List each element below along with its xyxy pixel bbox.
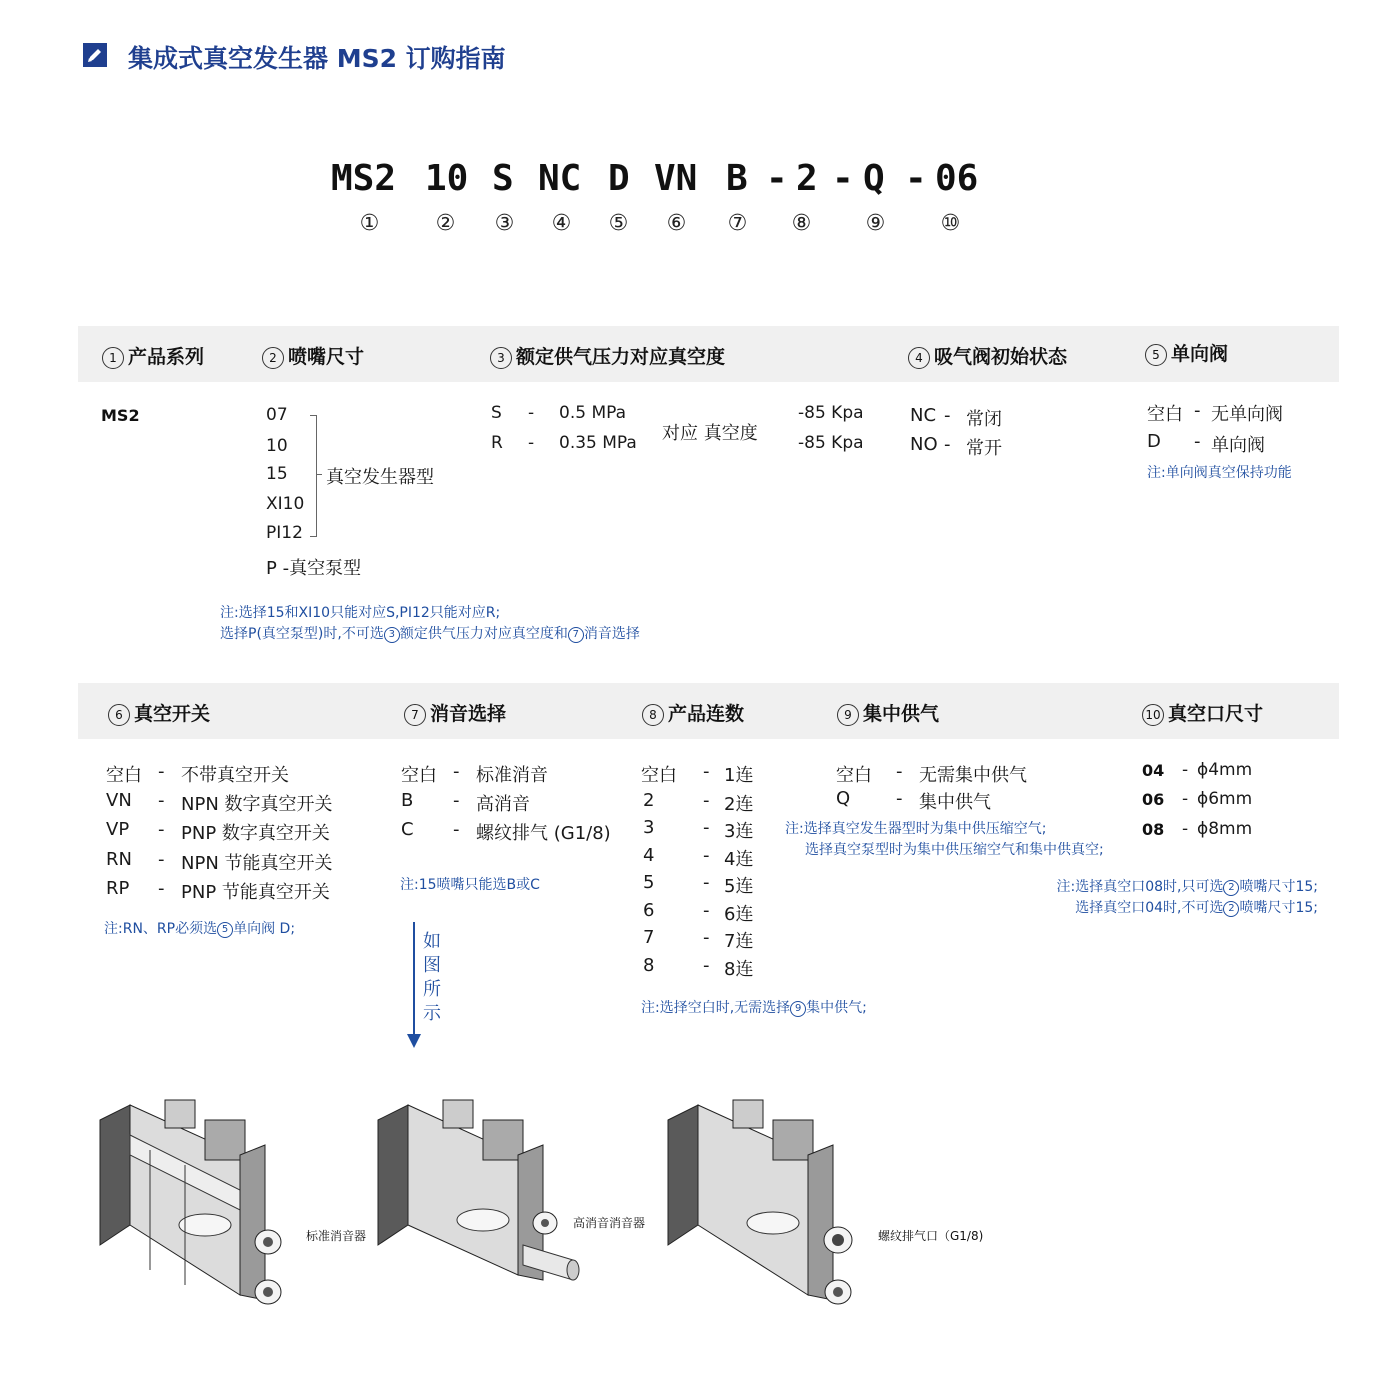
switch-code: RP xyxy=(106,878,130,899)
count-note: 注:选择空白时,无需选择 9 集中供气; xyxy=(641,1000,867,1016)
code-number: ② xyxy=(435,211,456,236)
code-number: ⑥ xyxy=(666,211,687,236)
valve-state-label: 常闭 xyxy=(966,409,1002,430)
section1-note-2: 选择P(真空泵型)时,不可选 3 额定供气压力对应真空度和 7 消音选择 xyxy=(220,626,640,642)
silencer-code: B xyxy=(401,790,414,811)
count-dash: - xyxy=(703,817,710,838)
count-label: 4连 xyxy=(724,849,754,870)
code-segment-switch: VN xyxy=(654,158,698,199)
count-dash: - xyxy=(703,790,710,811)
switch-dash: - xyxy=(158,849,165,870)
central-code: Q xyxy=(836,788,851,809)
code-number: ⑦ xyxy=(727,211,748,236)
code-number: ① xyxy=(359,211,380,236)
valve-state-code: NC xyxy=(910,405,937,426)
count-dash: - xyxy=(703,845,710,866)
silencer-label: 高消音 xyxy=(476,794,530,815)
silencer-dash: - xyxy=(453,761,460,782)
port-dash: - xyxy=(1182,819,1189,839)
switch-note: 注:RN、RP必须选 5 单向阀 D; xyxy=(104,921,296,937)
code-segment-check: D xyxy=(608,158,630,199)
port-dash: - xyxy=(1182,789,1189,809)
count-dash: - xyxy=(703,761,710,782)
pressure-vacuum: -85 Kpa xyxy=(798,403,864,423)
switch-dash: - xyxy=(158,761,165,782)
valve-state-dash: - xyxy=(944,434,951,455)
header-port: 10 真空口尺寸 xyxy=(1142,699,1263,726)
code-dash: - xyxy=(832,158,854,199)
count-code: 5 xyxy=(643,872,655,893)
code-segment-series: MS2 xyxy=(331,158,397,199)
central-note-2: 选择真空泵型时为集中供压缩空气和集中供真空; xyxy=(805,842,1104,858)
port-code: 06 xyxy=(1142,790,1165,809)
count-label: 8连 xyxy=(724,959,754,980)
switch-dash: - xyxy=(158,819,165,840)
figure-label-threaded: 螺纹排气口（G1/8) xyxy=(878,1229,984,1243)
valve-state-dash: - xyxy=(944,405,951,426)
port-label: ϕ8mm xyxy=(1197,819,1253,839)
code-number: ⑩ xyxy=(940,211,961,236)
nozzle-item: 15 xyxy=(266,464,288,484)
header-pressure: 3 额定供气压力对应真空度 xyxy=(490,342,725,369)
switch-label: PNP 节能真空开关 xyxy=(181,882,330,903)
central-label: 集中供气 xyxy=(919,792,991,813)
pressure-dash: - xyxy=(528,433,535,453)
high-silencer-product-image xyxy=(373,1095,583,1295)
nozzle-item: 10 xyxy=(266,436,288,456)
count-label: 7连 xyxy=(724,931,754,952)
down-arrow-icon xyxy=(407,1034,421,1048)
edit-icon xyxy=(83,43,107,67)
code-segment-silencer: B xyxy=(726,158,748,199)
count-dash: - xyxy=(703,927,710,948)
count-code: 3 xyxy=(643,817,655,838)
count-label: 3连 xyxy=(724,821,754,842)
pressure-value: 0.35 MPa xyxy=(559,433,637,453)
check-valve-note: 注:单向阀真空保持功能 xyxy=(1147,465,1292,481)
code-segment-count: 2 xyxy=(796,158,818,199)
page-title: 集成式真空发生器 MS2 订购指南 xyxy=(128,44,506,73)
pressure-value: 0.5 MPa xyxy=(559,403,627,423)
series-value: MS2 xyxy=(101,406,140,425)
port-note-2: 选择真空口04时,不可选 2 喷嘴尺寸15; xyxy=(1075,900,1318,916)
nozzle-item: PI12 xyxy=(266,523,303,543)
port-code: 08 xyxy=(1142,820,1165,839)
central-dash: - xyxy=(896,788,903,809)
section1-note-1: 注:选择15和XI10只能对应S,PI12只能对应R; xyxy=(220,605,501,621)
count-label: 5连 xyxy=(724,876,754,897)
valve-state-label: 常开 xyxy=(966,438,1002,459)
port-note-1: 注:选择真空口08时,只可选 2 喷嘴尺寸15; xyxy=(1056,879,1318,895)
figure-label-high: 高消音消音器 xyxy=(573,1216,646,1230)
count-code: 6 xyxy=(643,900,655,921)
central-label: 无需集中供气 xyxy=(919,765,1027,786)
switch-label: NPN 节能真空开关 xyxy=(181,853,333,874)
code-dash: - xyxy=(766,158,788,199)
count-code: 7 xyxy=(643,927,655,948)
code-segment-nozzle: 10 xyxy=(425,158,469,199)
pressure-mid-label: 对应 真空度 xyxy=(662,423,758,444)
code-segment-port: 06 xyxy=(935,158,979,199)
port-code: 04 xyxy=(1142,761,1165,780)
header-count: 8 产品连数 xyxy=(642,699,744,726)
code-number: ⑤ xyxy=(608,211,629,236)
switch-dash: - xyxy=(158,878,165,899)
pressure-code: R xyxy=(491,433,503,453)
pressure-vacuum: -85 Kpa xyxy=(798,433,864,453)
silencer-note: 注:15喷嘴只能选B或C xyxy=(400,877,540,893)
nozzle-bracket-tick xyxy=(316,474,322,475)
port-label: ϕ4mm xyxy=(1197,760,1253,780)
code-number: ④ xyxy=(551,211,572,236)
nozzle-item: XI10 xyxy=(266,494,305,514)
count-code: 4 xyxy=(643,845,655,866)
silencer-code: C xyxy=(401,819,414,840)
central-dash: - xyxy=(896,761,903,782)
header-valve-state: 4 吸气阀初始状态 xyxy=(908,342,1067,369)
nozzle-group-label: 真空发生器型 xyxy=(326,467,434,488)
check-valve-code: D xyxy=(1147,431,1161,452)
switch-code: VN xyxy=(106,790,132,811)
silencer-code: 空白 xyxy=(401,765,437,786)
switch-code: RN xyxy=(106,849,132,870)
switch-code: VP xyxy=(106,819,130,840)
switch-dash: - xyxy=(158,790,165,811)
code-number: ⑧ xyxy=(791,211,812,236)
code-segment-pressure: S xyxy=(492,158,514,199)
header-switch: 6 真空开关 xyxy=(108,699,210,726)
code-segment-valve: NC xyxy=(538,158,582,199)
count-label: 6连 xyxy=(724,904,754,925)
switch-code: 空白 xyxy=(106,765,142,786)
check-valve-dash: - xyxy=(1194,431,1201,452)
nozzle-pump: P -真空泵型 xyxy=(266,558,362,579)
code-number: ③ xyxy=(494,211,515,236)
as-shown-text: 如图所示 xyxy=(423,931,441,1024)
nozzle-item: 07 xyxy=(266,405,288,425)
silencer-dash: - xyxy=(453,790,460,811)
valve-state-code: NO xyxy=(910,434,938,455)
count-dash: - xyxy=(703,955,710,976)
count-label: 2连 xyxy=(724,794,754,815)
count-label: 1连 xyxy=(724,765,754,786)
silencer-dash: - xyxy=(453,819,460,840)
check-valve-label: 无单向阀 xyxy=(1211,404,1283,425)
code-segment-central: Q xyxy=(863,158,885,199)
header-series: 1 产品系列 xyxy=(102,342,204,369)
figure-label-standard: 标准消音器 xyxy=(306,1229,367,1243)
count-dash: - xyxy=(703,900,710,921)
check-valve-code: 空白 xyxy=(1147,404,1183,425)
central-note-1: 注:选择真空发生器型时为集中供压缩空气; xyxy=(785,821,1047,837)
switch-label: PNP 数字真空开关 xyxy=(181,823,330,844)
count-code: 空白 xyxy=(641,765,677,786)
code-dash: - xyxy=(905,158,927,199)
port-dash: - xyxy=(1182,760,1189,780)
silencer-label: 标准消音 xyxy=(476,765,548,786)
standard-silencer-product-image xyxy=(90,1095,300,1320)
switch-label: NPN 数字真空开关 xyxy=(181,794,333,815)
check-valve-dash: - xyxy=(1194,400,1201,421)
nozzle-bracket xyxy=(310,415,317,537)
silencer-label: 螺纹排气 (G1/8) xyxy=(476,823,611,844)
switch-label: 不带真空开关 xyxy=(181,765,289,786)
pressure-dash: - xyxy=(528,403,535,423)
header-central: 9 集中供气 xyxy=(837,699,939,726)
pressure-code: S xyxy=(491,403,502,423)
count-dash: - xyxy=(703,872,710,893)
count-code: 8 xyxy=(643,955,655,976)
down-arrow-line xyxy=(413,922,415,1037)
header-check-valve: 5 单向阀 xyxy=(1145,339,1228,366)
check-valve-label: 单向阀 xyxy=(1211,435,1265,456)
header-nozzle: 2 喷嘴尺寸 xyxy=(262,342,364,369)
central-code: 空白 xyxy=(836,765,872,786)
port-label: ϕ6mm xyxy=(1197,789,1253,809)
code-number: ⑨ xyxy=(865,211,886,236)
header-silencer: 7 消音选择 xyxy=(404,699,506,726)
count-code: 2 xyxy=(643,790,655,811)
threaded-exhaust-product-image xyxy=(663,1095,863,1320)
